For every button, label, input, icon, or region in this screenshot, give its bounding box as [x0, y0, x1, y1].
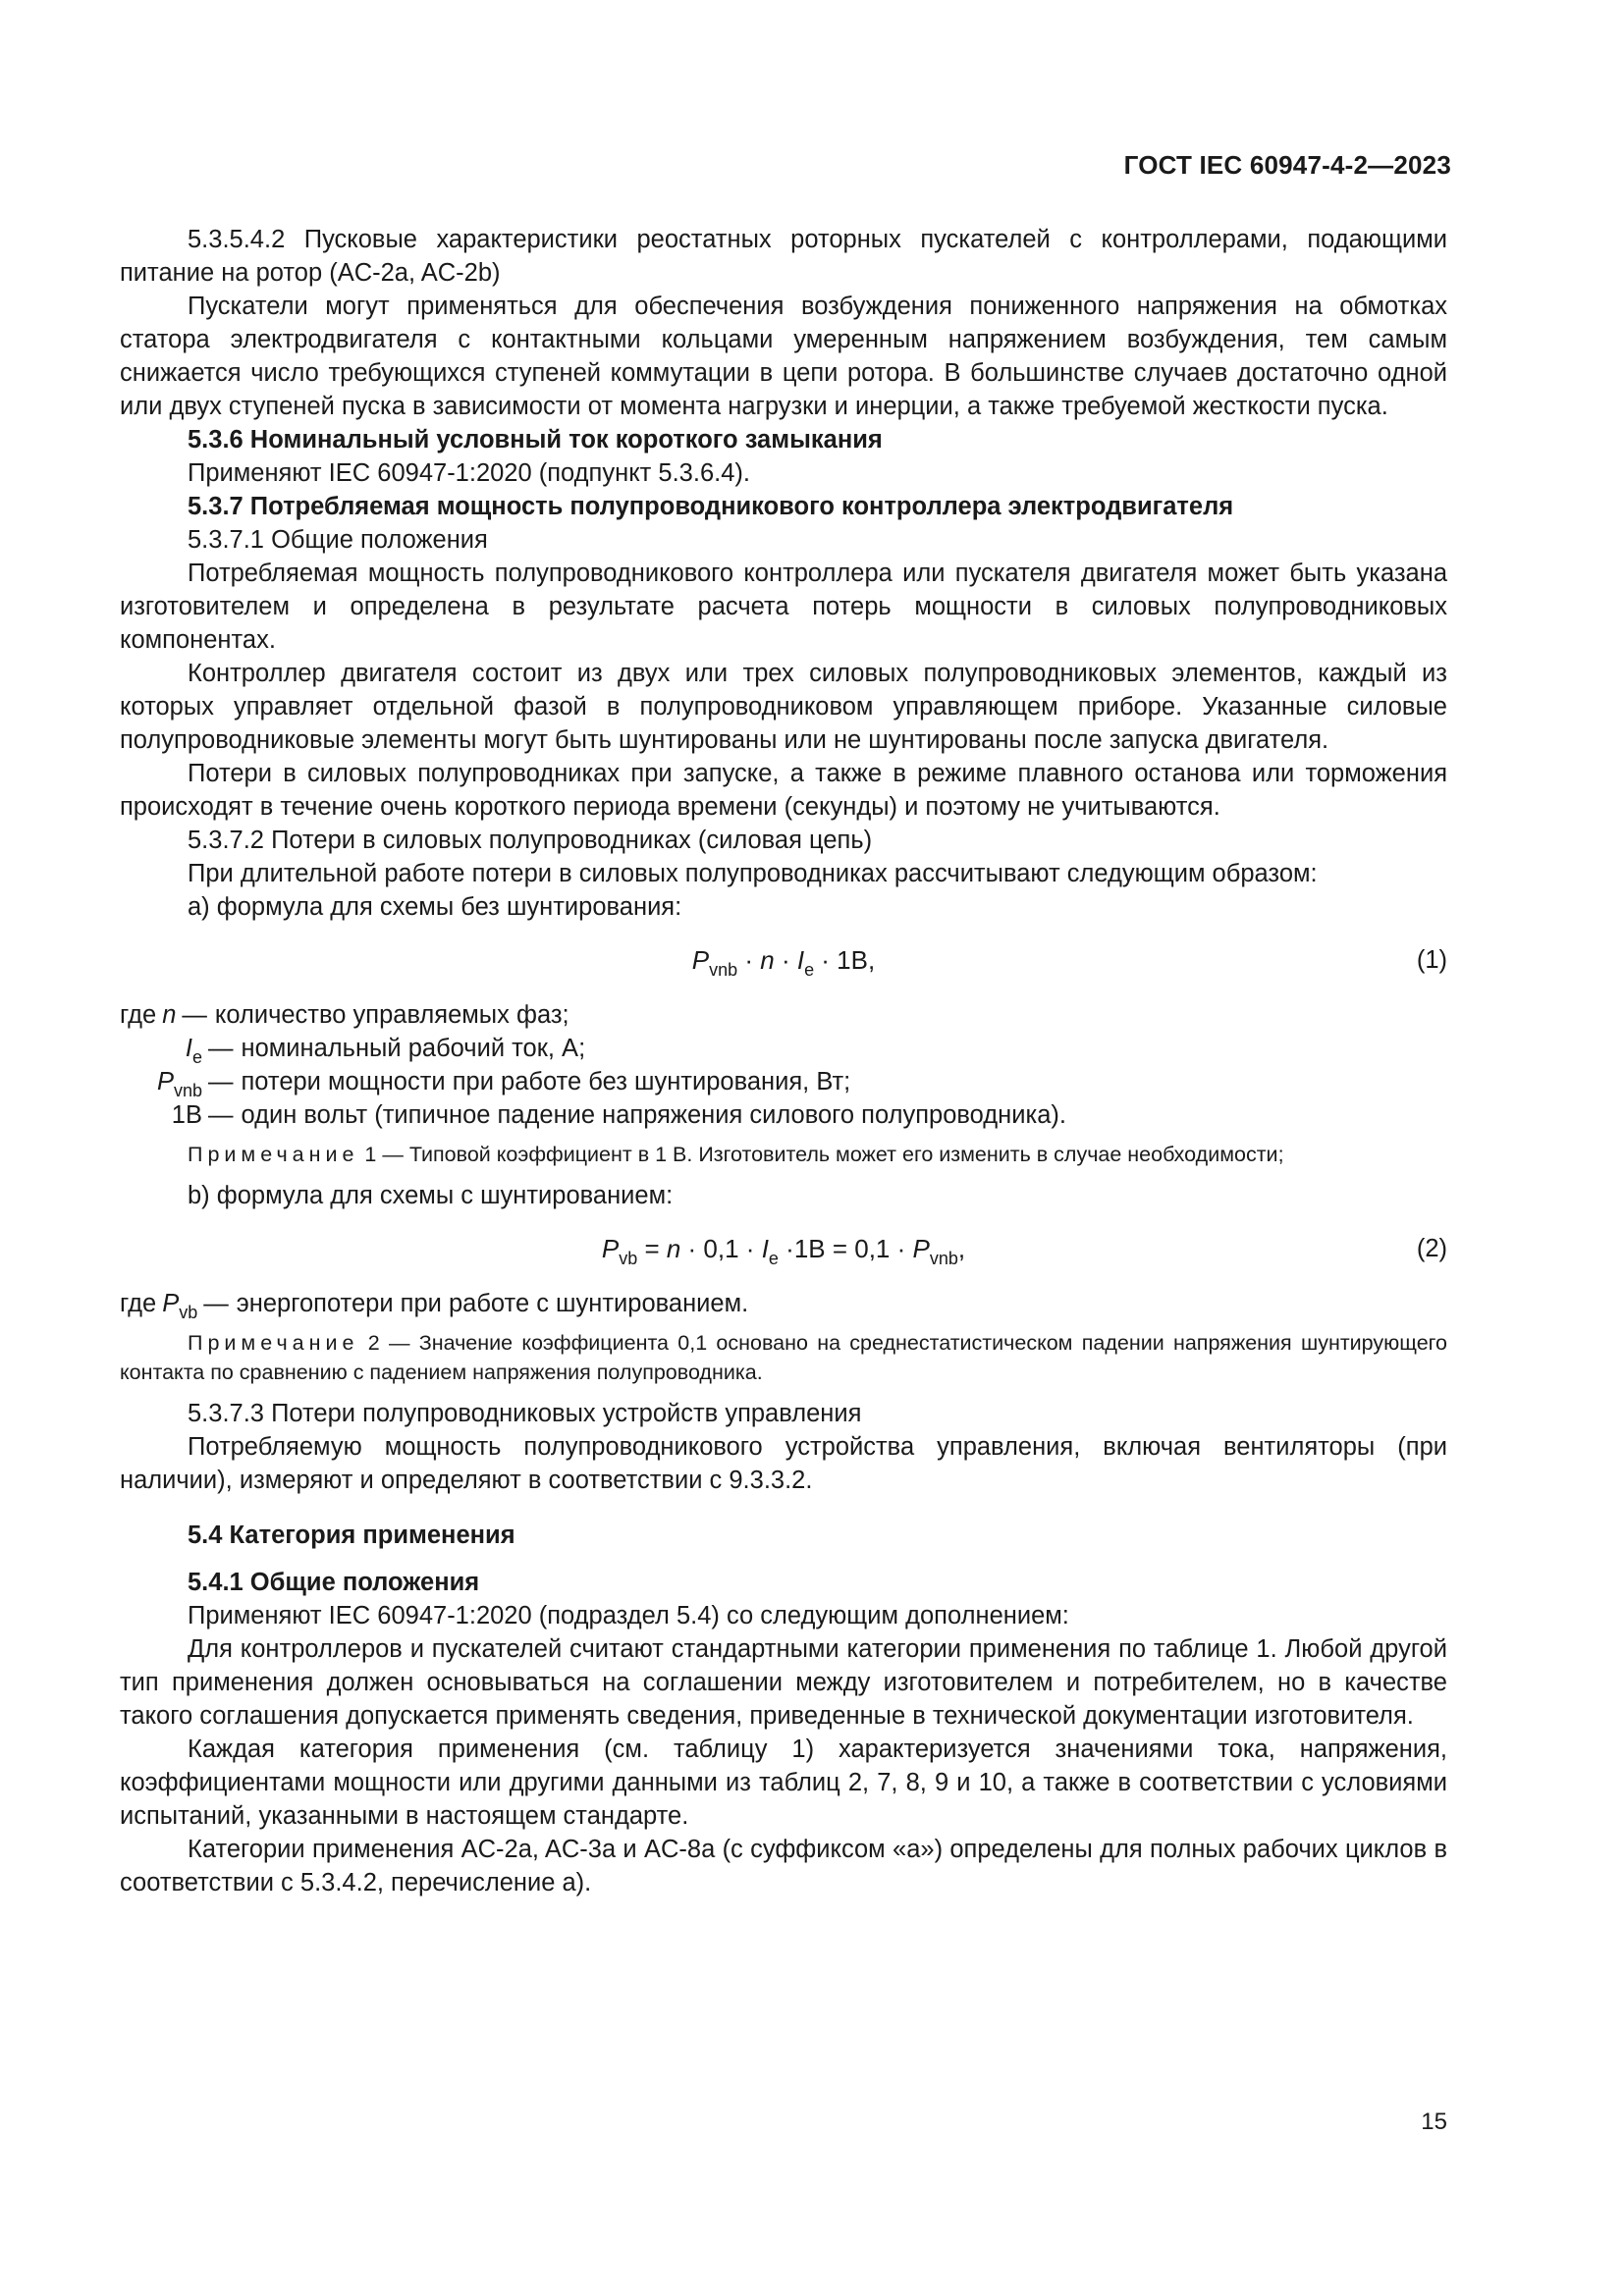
paragraph: При длительной работе потери в силовых полупроводниках рассчитывают следующим образом:	[188, 860, 1318, 887]
list-item-a: a) формула для схемы без шунтирования:	[188, 893, 682, 921]
where-symbol-letter: P	[162, 1290, 180, 1317]
paragraph-5-3-5-4-2: 5.3.5.4.2 Пусковые характеристики реостатных роторных пускателей с контроллерами, подающими питание на ротор (AC-2a, AC-2b)	[120, 226, 1447, 287]
note-number: 1 —	[358, 1143, 409, 1166]
paragraph: Применяют IEC 60947-1:2020 (подпункт 5.3.6.4).	[188, 459, 750, 487]
where-dash: —	[208, 1101, 234, 1129]
where-symbol	[120, 1065, 208, 1098]
formula-1	[120, 943, 1447, 980]
formula-operator: ,	[957, 1234, 966, 1263]
formula-subscript: vb	[619, 1249, 638, 1268]
where-symbol: 1В	[171, 1101, 202, 1129]
formula-operator: ·1В = 0,1 ·	[778, 1234, 913, 1263]
formula-subscript: e	[804, 960, 815, 980]
page-content	[120, 223, 1447, 1899]
where-text: энергопотери при работе с шунтированием.	[236, 1290, 749, 1317]
where-text: количество управляемых фаз;	[214, 1001, 569, 1029]
where-row	[120, 998, 1447, 1032]
paragraph: Контроллер двигателя состоит из двух или трех силовых полупроводниковых элементов, каждый из которых управляет отдельной фазой в полупроводниковом управляющем приборе. Указанные силовые полупроводниковые элементы могут быть шунтированы или не шунтированы после запуска двигателя.	[120, 660, 1447, 754]
formula-symbol: I	[796, 945, 805, 975]
where-dash: —	[208, 1035, 234, 1062]
note-2	[120, 1328, 1447, 1387]
where-row	[120, 1065, 1447, 1098]
where-dash: —	[208, 1068, 234, 1095]
formula-operator: ·	[774, 945, 797, 975]
where-symbol	[120, 1032, 208, 1065]
note-label: Примечание	[188, 1331, 359, 1355]
formula-subscript: vnb	[709, 960, 738, 980]
where-symbol-letter: P	[156, 1068, 174, 1095]
where-symbol-letter: I	[185, 1035, 192, 1062]
heading-5-4-1: 5.4.1 Общие положения	[188, 1569, 480, 1596]
where-row	[120, 1287, 1447, 1320]
where-row	[120, 1032, 1447, 1065]
where-lead: где	[120, 1001, 157, 1029]
where-subscript: vnb	[173, 1081, 202, 1100]
where-lead: где	[120, 1290, 157, 1317]
paragraph: Категории применения AC-2a, AC-3a и AC-8a (с суффиксом «а») определены для полных рабочих циклов в соответствии с 5.3.4.2, перечисление a).	[120, 1836, 1447, 1896]
note-text: Типовой коэффициент в 1 В. Изготовитель может его изменить в случае необходимости;	[408, 1143, 1284, 1166]
formula-number: (1)	[1416, 946, 1447, 974]
heading-5-3-7-1: 5.3.7.1 Общие положения	[188, 526, 488, 554]
where-text: номинальный рабочий ток, А;	[241, 1035, 586, 1062]
where-list-1	[120, 998, 1447, 1132]
paragraph: Пускатели могут применяться для обеспечения возбуждения пониженного напряжения на обмотках статора электродвигателя с контактными кольцами умеренным напряжением возбуждения, тем самым снижается число требующихся ступеней коммутации в цепи ротора. В большинстве случаев достаточно одной или двух ступеней пуска в зависимости от момента нагрузки и инерции, а также требуемой жесткости пуска.	[120, 293, 1447, 420]
formula-subscript: vnb	[929, 1249, 958, 1268]
formula-subscript: e	[768, 1249, 779, 1268]
formula-symbol: I	[761, 1234, 769, 1263]
where-dash: —	[182, 1001, 207, 1029]
where-dash: —	[203, 1290, 229, 1317]
heading-5-3-6: 5.3.6 Номинальный условный ток короткого замыкания	[188, 426, 883, 454]
document-header: ГОСТ IEC 60947-4-2—2023	[1123, 150, 1451, 180]
note-1	[120, 1140, 1447, 1169]
list-item-b: b) формула для схемы с шунтированием:	[188, 1182, 674, 1209]
where-symbol	[162, 1287, 203, 1320]
where-subscript: vb	[179, 1303, 198, 1322]
heading-5-3-7: 5.3.7 Потребляемая мощность полупроводникового контроллера электродвигателя	[188, 493, 1234, 520]
paragraph: Каждая категория применения (см. таблицу 1) характеризуется значениями тока, напряжения, коэффициентами мощности или другими данными из таблиц 2, 7, 8, 9 и 10, а также в соответствии с условиями испытаний, указанными в настоящем стандарте.	[120, 1735, 1447, 1830]
formula-operator: · 1В,	[814, 945, 876, 975]
formula-operator: ·	[737, 945, 761, 975]
formula-2-expression	[120, 1232, 1447, 1268]
formula-operator: · 0,1 ·	[680, 1234, 762, 1263]
formula-symbol: n	[760, 945, 775, 975]
where-text: один вольт (типичное падение напряжения силового полупроводника).	[241, 1101, 1066, 1129]
formula-symbol: n	[666, 1234, 681, 1263]
note-text: Значение коэффициента 0,1 основано на среднестатистическом падении напряжения шунтирующего контакта по сравнению с падением напряжения полупроводника.	[120, 1331, 1447, 1384]
page-number: 15	[1421, 2109, 1447, 2135]
heading-5-3-7-3: 5.3.7.3 Потери полупроводниковых устройств управления	[188, 1400, 862, 1427]
paragraph: Потери в силовых полупроводниках при запуске, а также в режиме плавного останова или торможения происходят в течение очень короткого периода времени (секунды) и поэтому не учитываются.	[120, 760, 1447, 821]
where-symbol: n	[162, 1001, 177, 1029]
heading-5-4: 5.4 Категория применения	[188, 1522, 515, 1549]
note-label: Примечание	[188, 1143, 359, 1166]
note-number: 2 —	[358, 1331, 419, 1355]
formula-number: (2)	[1416, 1235, 1447, 1262]
where-list-2	[120, 1287, 1447, 1320]
paragraph: Применяют IEC 60947-1:2020 (подраздел 5.4) со следующим дополнением:	[188, 1602, 1069, 1629]
formula-symbol: P	[691, 945, 710, 975]
paragraph: Потребляемая мощность полупроводникового контроллера или пускателя двигателя может быть указана изготовителем и определена в результате расчета потерь мощности в силовых полупроводниковых компонентах.	[120, 560, 1447, 654]
formula-2	[120, 1232, 1447, 1268]
where-subscript: e	[191, 1047, 202, 1067]
heading-5-3-7-2: 5.3.7.2 Потери в силовых полупроводниках (силовая цепь)	[188, 827, 873, 854]
formula-symbol: P	[912, 1234, 930, 1263]
where-text: потери мощности при работе без шунтирования, Вт;	[241, 1068, 851, 1095]
formula-symbol: P	[601, 1234, 620, 1263]
paragraph: Для контроллеров и пускателей считают стандартными категории применения по таблице 1. Любой другой тип применения должен основываться на соглашении между изготовителем и потребителем, но в качестве такого соглашения допускается применять сведения, приведенные в технической документации изготовителя.	[120, 1635, 1447, 1730]
paragraph: Потребляемую мощность полупроводникового устройства управления, включая вентиляторы (при наличии), измеряют и определяют в соответствии с 9.3.3.2.	[120, 1433, 1447, 1494]
where-row	[120, 1098, 1447, 1132]
formula-1-expression	[120, 943, 1447, 980]
formula-operator: =	[637, 1234, 667, 1263]
